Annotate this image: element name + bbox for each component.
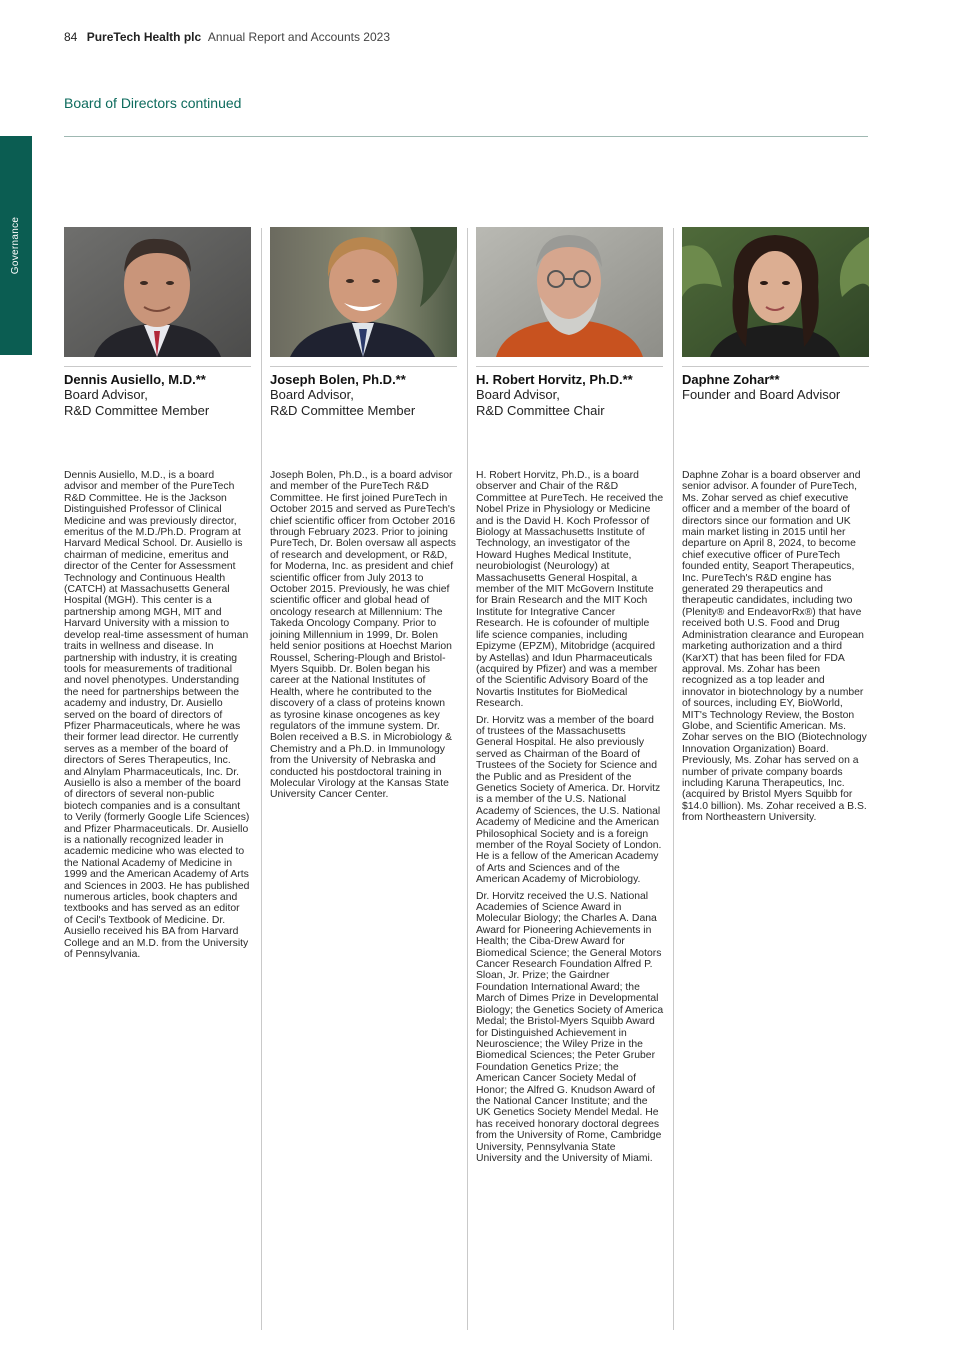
- director-card: [270, 227, 457, 419]
- bio-paragraph: Dr. Horvitz was a member of the board of trustees of the Massachusetts General Hospital. He also previously served as Chairman of the Board of Trustees of the Society for Science and the Public and as President of the Genetics Society of America. Dr. Horvitz is a member of the U.S. National Academy of Sciences, the U.S. National Academy of Medicine and the American Philosophical Society and is a foreign member of the Royal Society of London. He is a fellow of the American Academy of Arts and Sciences and of the American Academy of Microbiology.: [476, 714, 662, 886]
- director-role: R&D Committee Member: [64, 403, 210, 418]
- side-tab-label: Governance: [10, 216, 22, 275]
- director-role: R&D Committee Chair: [476, 403, 605, 418]
- director-bio: [270, 470, 456, 806]
- director-role: Board Advisor,: [270, 387, 354, 402]
- director-role: Board Advisor,: [64, 387, 148, 402]
- director-photo: [270, 227, 457, 357]
- name-divider: [270, 366, 457, 367]
- director-card: [682, 227, 869, 403]
- section-divider: [64, 136, 868, 137]
- section-title: Board of Directors continued: [64, 95, 242, 111]
- director-bio: [476, 470, 664, 1169]
- bio-paragraph: Joseph Bolen, Ph.D., is a board advisor and member of the PureTech R&D Committee. He first joined PureTech in October 2015 and served as PureTech's chief scientific officer from October 2016 through February 2023. Prior to joining PureTech, Dr. Bolen oversaw all aspects of research and development, or R&D, for Moderna, Inc. as president and chief scientific officer from July 2013 to October 2015. Previously, he was chief scientific officer and global head of oncology research at Millennium: The Takeda Oncology Company. Prior to joining Millennium in 1999, Dr. Bolen held senior positions at Hoechst Marion Roussel, Schering-Plough and Bristol-Myers Squibb. Dr. Bolen began his career at the National Institutes of Health, where he contributed to the discovery of a class of proteins known as tyrosine kinase oncogenes as key regulators of the immune system. Dr. Bolen received a B.S. in Microbiology & Chemistry and a Ph.D. in Immunology from the University of Nebraska and conducted his postdoctoral training in Molecular Virology at the Kansas State University Cancer Center.: [270, 470, 456, 801]
- director-name: Joseph Bolen, Ph.D.**: [270, 372, 406, 387]
- report-title: Annual Report and Accounts 2023: [207, 30, 390, 44]
- director-role: R&D Committee Member: [270, 403, 416, 418]
- page-header: [64, 30, 390, 44]
- column-divider: [467, 228, 468, 1330]
- column-divider: [261, 228, 262, 1330]
- director-photo: [64, 227, 251, 357]
- company-name: PureTech Health plc: [86, 30, 202, 44]
- director-role: Board Advisor,: [476, 387, 560, 402]
- name-divider: [682, 366, 869, 367]
- page-number: 84: [64, 30, 78, 44]
- bio-paragraph: Dr. Horvitz received the U.S. National Academies of Science Award in Molecular Biology; the Charles A. Dana Award for Pioneering Achievements in Health; the Ciba-Drew Award for Biomedical Science; the General Motors Cancer Research Foundation Alfred P. Sloan, Jr. Prize; the Gairdner Foundation International Award; the March of Dimes Prize in Developmental Biology; the Genetics Society of America Medal; the Bristol-Myers Squibb Award for Distinguished Achievement in Neuroscience; the Wiley Prize in the Biomedical Sciences; the Peter Gruber Foundation Genetics Prize; the American Cancer Society Medal of Honor; the Alfred G. Knudson Award of the National Cancer Institute; and the UK Genetics Society Mendel Medal. He has received honorary doctoral degrees from the University of Rome, Cambridge University, Pennsylvania State University and the University of Miami.: [476, 890, 664, 1164]
- name-divider: [476, 366, 663, 367]
- director-photo: [476, 227, 663, 357]
- bio-paragraph: H. Robert Horvitz, Ph.D., is a board observer and Chair of the R&D Committee at PureTech. He received the Nobel Prize in Physiology or Medicine and is the David H. Koch Professor of Biology at Massachusetts Institute of Technology, an investigator of the Howard Hughes Medical Institute, neurobiologist (Neurology) at Massachusetts General Hospital, a member of the MIT McGovern Institute for Brain Research and the MIT Koch Institute for Integrative Cancer Research. He is cofounder of multiple life science companies, including Epizyme (EPZM), Mitobridge (acquired by Astellas) and Idun Pharmaceuticals (acquired by Pfizer) and was a member of the Scientific Advisory Board of the Novartis Institutes for BioMedical Research.: [476, 470, 664, 710]
- director-card: [64, 227, 251, 419]
- director-name: Daphne Zohar**: [682, 372, 780, 387]
- director-bio: [64, 470, 250, 965]
- director-bio: [682, 470, 869, 829]
- director-role: Founder and Board Advisor: [682, 387, 841, 402]
- column-divider: [673, 228, 674, 1330]
- director-photo: [682, 227, 869, 357]
- side-tab: [0, 136, 32, 355]
- director-card: [476, 227, 663, 419]
- director-name: Dennis Ausiello, M.D.**: [64, 372, 206, 387]
- bio-paragraph: Daphne Zohar is a board observer and senior advisor. A founder of PureTech, Ms. Zohar served as chief executive officer and a member of the board of directors since our formation and UK main market listing in 2015 until her departure on April 8, 2024, to become chief executive officer of PureTech founded entity, Seaport Therapeutics, Inc. PureTech's R&D engine has generated 29 therapeutics and therapeutic candidates, including two (Plenity® and EndeavorRx®) that have received both U.S. Food and Drug Administration clearance and European marketing authorization and a third (KarXT) that has been filed for FDA approval. Ms. Zohar has been recognized as a top leader and innovator in biotechnology by a number of sources, including EY, BioWorld, MIT's Technology Review, the Boston Globe, and Scientific American. Ms. Zohar serves on the BIO (Biotechnology Innovation Organization) Board. Previously, Ms. Zohar has served on a number of private company boards including Karuna Therapeutics, Inc. (acquired by Bristol Myers Squibb for $14.0 billion). Ms. Zohar received a B.S. from Northeastern University.: [682, 470, 867, 824]
- name-divider: [64, 366, 251, 367]
- bio-paragraph: Dennis Ausiello, M.D., is a board advisor and member of the PureTech R&D Committee. He is the Jackson Distinguished Professor of Clinical Medicine and was previously director, emeritus of the M.D./Ph.D. Program at Harvard Medical School. Dr. Ausiello is chairman of medicine, emeritus and director of the Center for Assessment Technology and Continuous Health (CATCH) at Massachusetts General Hospital (MGH). This center is a partnership among MGH, MIT and Harvard University with a mission to develop real-time assessment of human traits in wellness and disease. In partnership with industry, it is creating tools for measurements of traditional and novel phenotypes. Understanding the need for partnerships between the academy and industry, Dr. Ausiello served on the board of directors of Pfizer Pharmaceuticals, where he was their former lead director. He currently serves as a member of the board of directors of Seres Therapeutics, Inc. and Alnylam Pharmaceuticals, Inc. Dr. Ausiello is also a member of the board of directors of several non-public biotech companies and is a consultant to Verily (formerly Google Life Sciences) and Pfizer Pharmaceuticals. Dr. Ausiello is a nationally recognized leader in academic medicine who was elected to the National Academy of Medicine in 1999 and the American Academy of Arts and Sciences in 2003. He has published numerous articles, book chapters and textbooks and has served as an editor of Cecil's Textbook of Medicine. Dr. Ausiello received his BA from Harvard College and an M.D. from the University of Pennsylvania.: [64, 470, 250, 961]
- director-name: H. Robert Horvitz, Ph.D.**: [476, 372, 633, 387]
